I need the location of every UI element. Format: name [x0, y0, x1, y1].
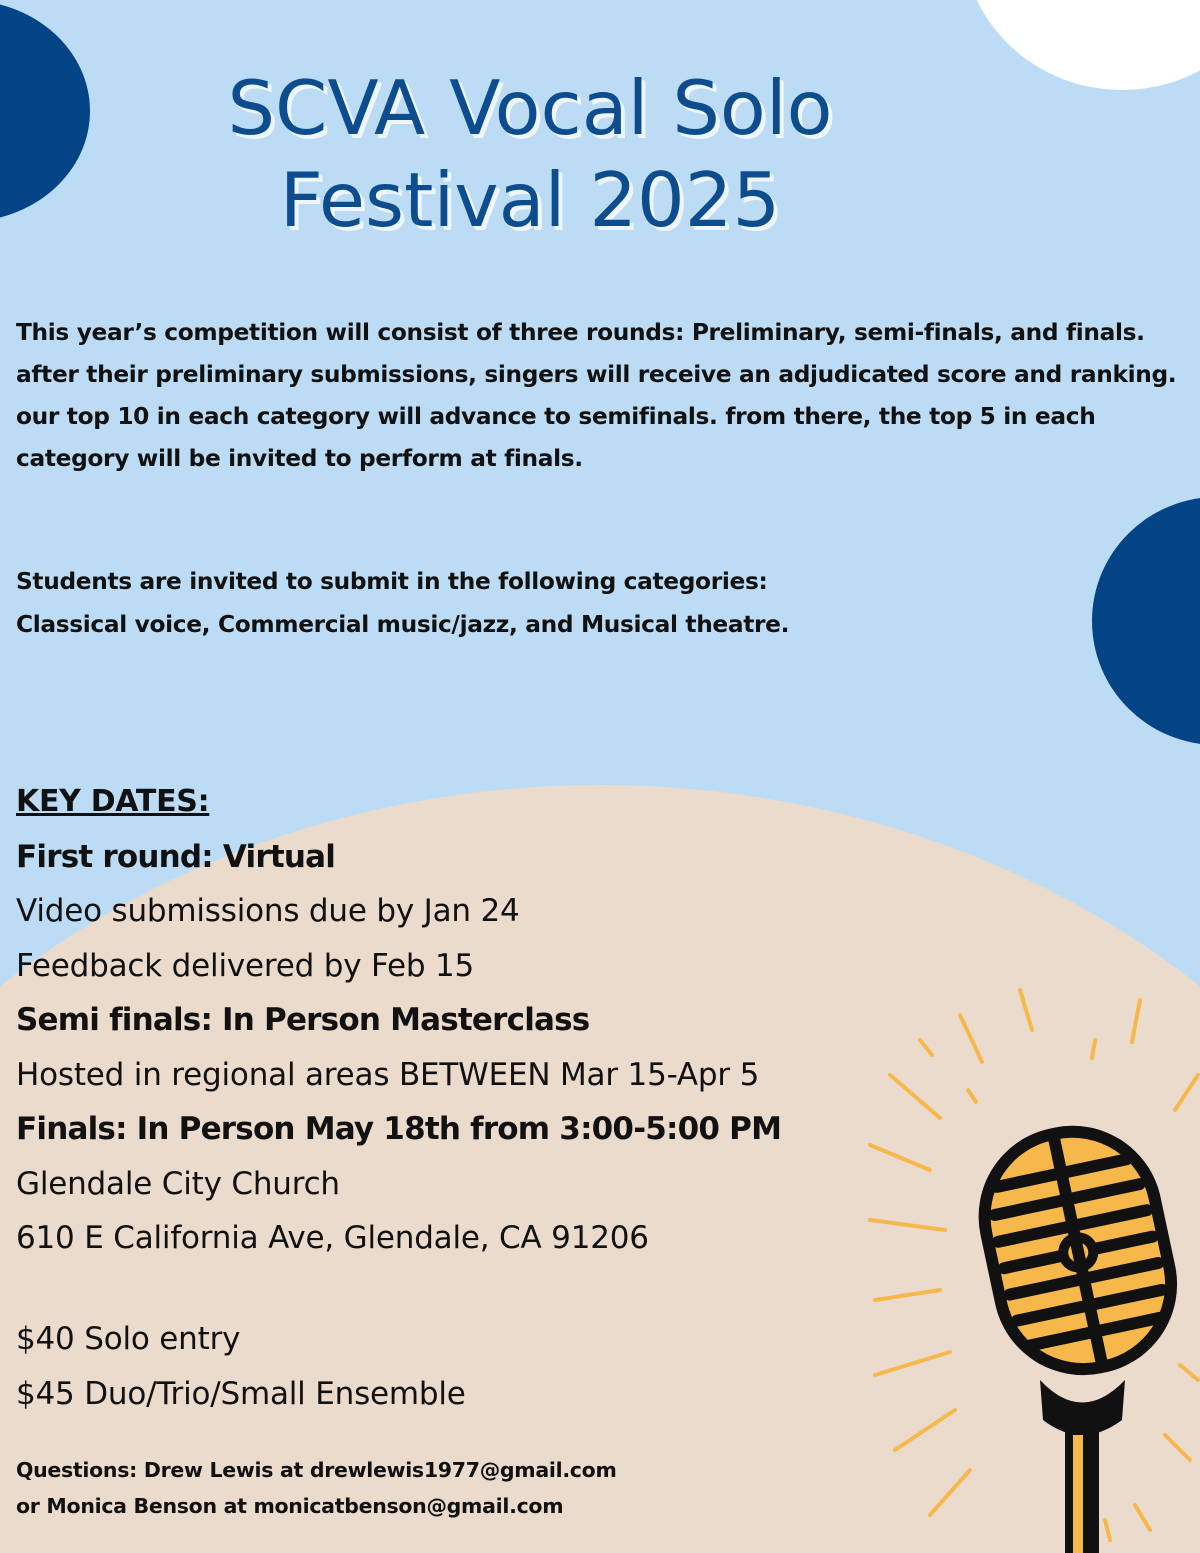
contact-line-2: or Monica Benson at monicatbenson@gmail.com [16, 1494, 564, 1518]
categories-block [16, 560, 1116, 646]
finals-address: 610 E California Ave, Glendale, CA 91206 [16, 1220, 649, 1256]
first-round-line-1: Video submissions due by Jan 24 [16, 893, 520, 929]
mic-head [962, 1109, 1194, 1392]
contact-line-1: Questions: Drew Lewis at drewlewis1977@gmail.com [16, 1458, 617, 1482]
key-dates-heading: KEY DATES: [16, 784, 210, 819]
categories-lead: Students are invited to submit in the following categories: [16, 568, 768, 595]
finals-title: Finals: In Person May 18th from 3:00-5:00 PM [16, 1111, 782, 1147]
mic-stand-highlight [1073, 1435, 1083, 1553]
title-line-1: SCVA Vocal Solo [227, 64, 833, 152]
key-dates-section [16, 775, 966, 1266]
intro-paragraph: This year’s competition will consist of three rounds: Preliminary, semi-finals, and finals. after their preliminary submissions, singers will receive an adjudicated score and ranking. our top 10 in each category will advance to semifinals. from there, the top 5 in each category will be invited to perform at finals. [16, 319, 1177, 472]
first-round-title: First round: Virtual [16, 838, 336, 875]
fee-ensemble: $45 Duo/Trio/Small Ensemble [16, 1376, 466, 1412]
fees-block [16, 1312, 466, 1422]
fee-solo: $40 Solo entry [16, 1321, 241, 1357]
semi-finals-line-1: Hosted in regional areas BETWEEN Mar 15-Apr 5 [16, 1056, 760, 1093]
contact-block [16, 1452, 617, 1524]
title-line-2: Festival 2025 [279, 156, 781, 244]
page-title [0, 62, 1060, 246]
semi-finals-title: Semi finals: In Person Masterclass [16, 1002, 590, 1038]
mic-neck [1040, 1380, 1125, 1435]
vintage-microphone-icon [860, 980, 1200, 1553]
finals-venue: Glendale City Church [16, 1165, 340, 1202]
first-round-line-2: Feedback delivered by Feb 15 [16, 947, 475, 984]
categories-list: Classical voice, Commercial music/jazz, and Musical theatre. [16, 611, 790, 638]
